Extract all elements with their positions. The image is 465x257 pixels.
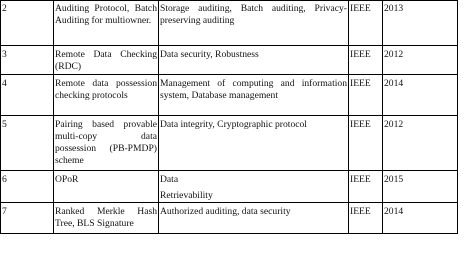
table-row: [1, 203, 458, 234]
features-cell: Authorized auditing, data security: [159, 203, 349, 234]
technique-cell: Ranked Merkle Hash Tree, BLS Signature: [54, 203, 159, 234]
technique-cell: Remote data possession checking protocols: [54, 75, 159, 116]
year-cell: 2014: [383, 75, 458, 116]
publisher-cell: IEEE: [349, 171, 383, 203]
features-cell: [159, 171, 349, 203]
table-row: [1, 46, 458, 75]
publisher-cell: IEEE: [349, 46, 383, 75]
publisher-cell: IEEE: [349, 116, 383, 171]
table-row: [1, 1, 458, 46]
features-cell: Management of computing and information system, Database management: [159, 75, 349, 116]
year-cell: 2015: [383, 171, 458, 203]
publisher-cell: IEEE: [349, 203, 383, 234]
table-row: [1, 171, 458, 203]
year-cell: 2012: [383, 46, 458, 75]
year-cell: 2012: [383, 116, 458, 171]
technique-cell: Remote Data Checking (RDC): [54, 46, 159, 75]
year-cell: 2014: [383, 203, 458, 234]
features-cell: Data integrity, Cryptographic protocol: [159, 116, 349, 171]
features-line: Retrievability: [160, 190, 213, 201]
technique-cell: Pairing based provable multi-copy data possession (PB-PMDP) scheme: [54, 116, 159, 171]
row-number: 4: [1, 75, 54, 116]
features-cell: Storage auditing, Batch auditing, Privacy- preserving auditing: [159, 1, 349, 46]
row-number: 5: [1, 116, 54, 171]
row-number: 6: [1, 171, 54, 203]
row-number: 2: [1, 1, 54, 46]
technique-cell: OPoR: [54, 171, 159, 203]
features-line: Data: [160, 174, 179, 185]
publisher-cell: IEEE: [349, 75, 383, 116]
year-cell: 2013: [383, 1, 458, 46]
table-row: [1, 75, 458, 116]
technique-cell: Auditing Protocol, Batch Auditing for multiowner.: [54, 1, 159, 46]
row-number: 3: [1, 46, 54, 75]
publisher-cell: IEEE: [349, 1, 383, 46]
table-row: [1, 116, 458, 171]
row-number: 7: [1, 203, 54, 234]
features-cell: Data security, Robustness: [159, 46, 349, 75]
